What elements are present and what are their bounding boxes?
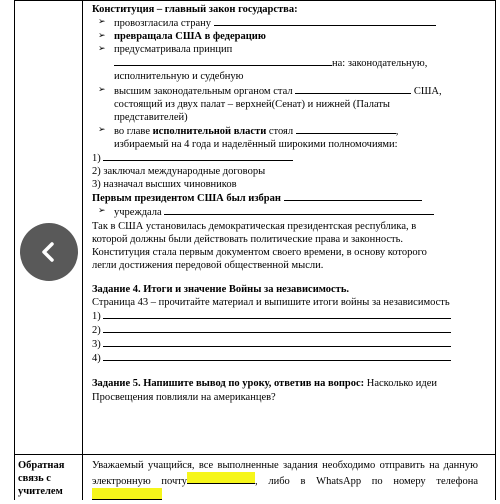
feedback-label: Обратная связь с учителем	[18, 460, 65, 497]
answer-blank[interactable]	[296, 124, 396, 134]
bullet-continuation: на: законодательную,	[92, 56, 482, 70]
bullet-continuation: представителей)	[114, 111, 188, 123]
table-row-divider	[14, 454, 496, 455]
bullet-continuation: состоящий из двух палат – верхней(Сенат) и нижней (Палаты	[114, 98, 390, 110]
task4-title: Задание 4. Итоги и значение Войны за независимость.	[92, 283, 349, 295]
answer-blank[interactable]	[103, 151, 293, 161]
answer-line: 3)	[92, 337, 482, 351]
answer-blank[interactable]	[284, 191, 422, 201]
answer-blank[interactable]	[103, 309, 451, 319]
bullet-item: ➢ во главе исполнительной власти стоял ,	[92, 124, 482, 138]
bullet-item: ➢ предусматривала принцип	[92, 43, 482, 56]
answer-blank[interactable]	[214, 16, 436, 26]
answer-blank[interactable]	[103, 351, 451, 361]
bullet-continuation: исполнительную и судебную	[114, 71, 244, 83]
answer-blank[interactable]	[103, 337, 451, 347]
task5-title: Задание 5. Напишите вывод по уроку, ответив на вопрос:	[92, 378, 365, 390]
back-button[interactable]	[20, 223, 78, 281]
bullet-item: ➢ провозгласила страну	[92, 16, 482, 30]
president-title: Первым президентом США был избран	[92, 191, 482, 205]
bullet-item: ➢ превращала США в федерацию	[92, 30, 482, 43]
paragraph-text: Так в США установилась демократическая президентская республика, в которой должны были действовать политические права и законность. Конституция стала первым документом своего времени, в основу которого легли достижения передовой общественной мысли.	[92, 220, 427, 271]
answer-blank[interactable]	[114, 56, 332, 66]
answer-blank[interactable]	[164, 205, 434, 215]
bullet-item: ➢ высшим законодательным органом стал США,	[92, 84, 482, 98]
table-border-top	[14, 0, 496, 1]
task5-question: Насколько идеи Просвещения повлияли на американцев?	[92, 378, 438, 403]
answer-line: 2)	[92, 323, 482, 337]
numbered-item: 3) назначал высших чиновников	[92, 179, 237, 191]
numbered-item: 2) заключал международные договоры	[92, 166, 266, 178]
answer-line: 4)	[92, 351, 482, 365]
feedback-text: Уважаемый учащийся, все выполненные задания необходимо отправить на данную электронную почту , либо в WhatsApp по номеру телефона	[92, 459, 478, 504]
task4-instruction: Страница 43 – прочитайте материал и выпишите итоги войны за независимость	[92, 296, 450, 308]
numbered-item: 1)	[92, 151, 482, 165]
phone-highlight	[92, 488, 162, 500]
bullet-continuation: избираемый на 4 года и наделённый широкими полномочиями:	[114, 138, 398, 150]
email-highlight	[187, 472, 255, 484]
answer-blank[interactable]	[295, 84, 411, 94]
table-column-divider	[82, 0, 83, 500]
constitution-title: Конституция – главный закон государства:	[92, 4, 298, 15]
table-border-right	[495, 0, 496, 500]
chevron-left-icon	[37, 240, 61, 264]
table-border-left	[14, 0, 15, 500]
bullet-item: ➢ учреждала	[92, 205, 482, 219]
answer-line: 1)	[92, 309, 482, 323]
task5-block	[92, 377, 476, 403]
answer-blank[interactable]	[103, 323, 451, 333]
main-content	[92, 3, 482, 404]
